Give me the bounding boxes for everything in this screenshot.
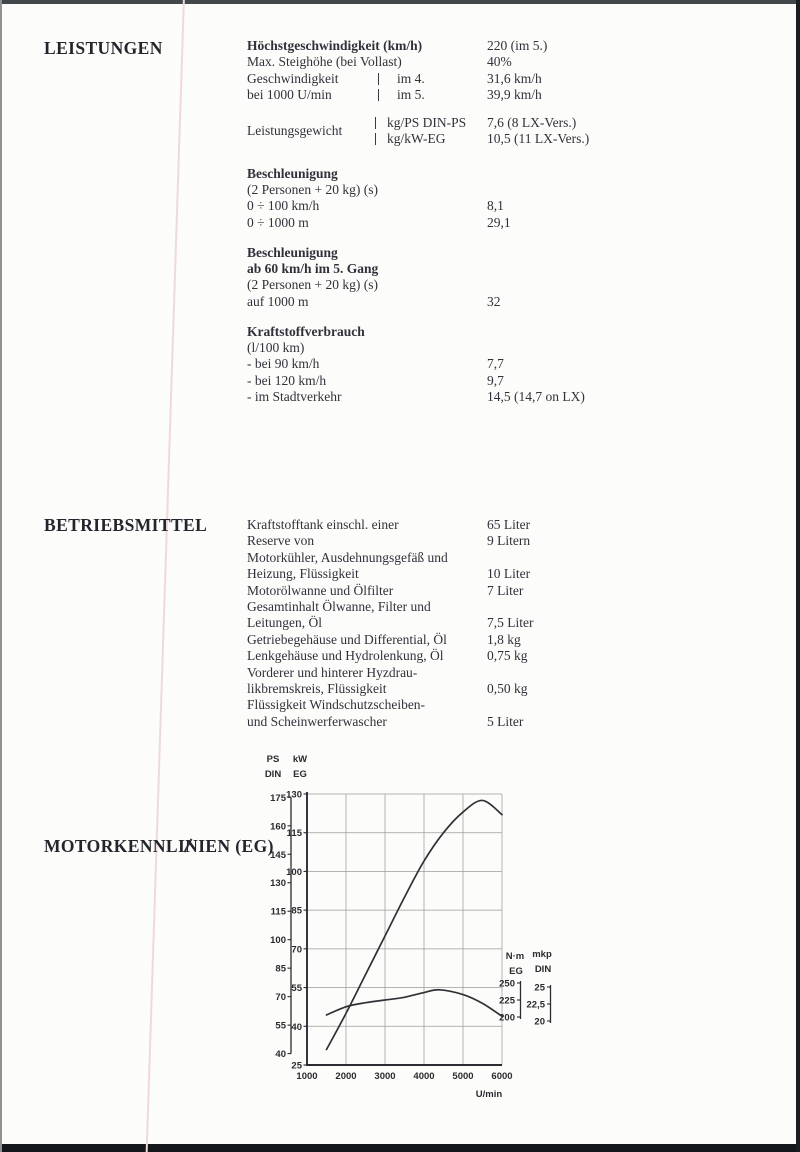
mkp-axis-header: DIN <box>534 964 552 975</box>
rpm-tick-label: 3000 <box>374 1071 396 1082</box>
ps-axis-header: DIN <box>264 769 282 780</box>
spec-label: likbremskreis, Flüssigkeit <box>247 680 387 696</box>
spec-label: bei 1000 U/min <box>247 87 332 103</box>
mkp-tick-label: 25 <box>534 982 545 994</box>
spec-value: 8,1 <box>487 198 504 214</box>
rpm-tick-label: 1000 <box>296 1071 318 1082</box>
rpm-tick-label: 2000 <box>335 1071 357 1082</box>
spec-label: Motorölwanne und Ölfilter <box>247 582 394 598</box>
nm-tick-label: 225 <box>499 995 515 1007</box>
spec-value: 65 Liter <box>487 517 531 532</box>
spec-value: 31,6 km/h <box>487 70 542 86</box>
rpm-tick-label: 6000 <box>491 1071 513 1082</box>
brace-mark <box>378 73 379 85</box>
subsection-title: Beschleunigung <box>247 165 338 181</box>
spec-condition: (2 Personen + 20 kg) (s) <box>247 181 378 197</box>
engine-curves-svg <box>252 748 562 1108</box>
spec-row <box>247 182 792 198</box>
nm-tick-label: 200 <box>499 1012 515 1024</box>
scan-edge-left <box>0 0 2 1152</box>
spec-row <box>247 714 792 730</box>
ps-axis-header: PS <box>266 754 280 765</box>
spec-row <box>247 632 792 648</box>
spec-value: 7,6 (8 LX-Vers.) <box>487 114 577 130</box>
spec-value: 0,50 kg <box>487 680 528 696</box>
scan-edge-right <box>796 0 800 1152</box>
spec-sublabel: kg/PS DIN-PS <box>387 114 467 130</box>
nm-axis-header: N·m <box>505 951 525 962</box>
spec-row <box>247 697 792 713</box>
spec-value: 7,7 <box>487 356 504 372</box>
mkp-tick-label: 20 <box>534 1016 545 1028</box>
fluids-table <box>247 517 792 730</box>
subsection-title: ab 60 km/h im 5. Gang <box>247 261 379 277</box>
spec-label: Höchstgeschwindigkeit (km/h) <box>247 38 423 53</box>
spec-row <box>247 533 792 549</box>
kw-axis-header: EG <box>293 769 307 780</box>
subsection-title: Kraftstoffverbrauch <box>247 323 365 339</box>
rpm-tick-label: 4000 <box>413 1071 435 1082</box>
spec-value: 7,5 Liter <box>487 615 534 631</box>
ps-tick-label: 85 <box>275 963 286 975</box>
spec-label: 0 ÷ 100 km/h <box>247 198 320 214</box>
spec-row <box>247 615 792 631</box>
spec-row <box>247 198 792 214</box>
spec-sublabel: im 5. <box>397 87 425 103</box>
subsection-title: Beschleunigung <box>247 244 338 260</box>
spec-value: 5 Liter <box>487 713 524 729</box>
spec-row <box>247 517 792 533</box>
spec-value: 0,75 kg <box>487 648 528 664</box>
spec-condition: (2 Personen + 20 kg) (s) <box>247 277 378 293</box>
spec-row <box>247 277 792 293</box>
spec-label: Max. Steighöhe (bei Vollast) <box>247 54 402 70</box>
spec-label: - bei 90 km/h <box>247 356 320 372</box>
spec-label: Heizung, Flüssigkeit <box>247 566 359 582</box>
spec-value: 14,5 (14,7 on LX) <box>487 389 585 405</box>
spec-value: 9,7 <box>487 372 504 388</box>
kw-tick-label: 25 <box>291 1060 302 1072</box>
kw-tick-label: 115 <box>286 828 302 840</box>
torque-curve <box>327 990 503 1017</box>
spec-sublabel: im 4. <box>397 70 425 86</box>
x-axis-title: U/min <box>475 1089 503 1100</box>
spec-label: Kraftstofftank einschl. einer <box>247 517 399 532</box>
scan-edge-top <box>0 0 800 4</box>
ps-tick-label: 55 <box>275 1020 286 1032</box>
mkp-tick-label: 22,5 <box>526 999 545 1011</box>
spec-row <box>247 566 792 582</box>
spec-row <box>247 550 792 566</box>
spec-row <box>247 71 792 87</box>
power-to-weight-block <box>247 115 792 148</box>
ps-tick-label: 115 <box>270 906 286 918</box>
spec-value: 220 (im 5.) <box>487 38 548 53</box>
spec-label: Leistungsgewicht <box>247 122 343 138</box>
spec-row <box>247 215 792 231</box>
kw-tick-label: 70 <box>291 944 302 956</box>
nm-axis-header: EG <box>509 966 523 977</box>
spec-label: und Scheinwerferwascher <box>247 713 387 729</box>
spec-label: Motorkühler, Ausdehnungsgefäß und <box>247 549 448 565</box>
page-fold-line <box>145 0 185 1152</box>
kw-tick-label: 40 <box>291 1021 302 1033</box>
spec-row <box>247 294 792 310</box>
performance-table <box>247 38 792 406</box>
spec-value: 29,1 <box>487 214 511 230</box>
ps-tick-label: 160 <box>270 821 286 833</box>
brace-mark <box>375 117 376 129</box>
spec-label: Getriebegehäuse und Differential, Öl <box>247 631 447 647</box>
ps-tick-label: 100 <box>270 935 286 947</box>
spec-value: 10,5 (11 LX-Vers.) <box>487 130 590 146</box>
spec-row <box>247 340 792 356</box>
section-heading-leistungen: LEISTUNGEN <box>44 38 163 58</box>
kw-tick-label: 130 <box>286 789 302 801</box>
spec-row <box>247 38 792 54</box>
engine-curves-chart <box>252 748 562 1108</box>
brace-mark <box>378 89 379 101</box>
spec-label: Flüssigkeit Windschutzscheiben- <box>247 697 426 713</box>
brace-mark <box>375 133 376 145</box>
spec-row <box>247 87 792 103</box>
spec-row <box>247 54 792 70</box>
spec-row <box>247 373 792 389</box>
kw-tick-label: 55 <box>291 983 302 995</box>
spec-value: 10 Liter <box>487 566 531 582</box>
spec-label: 0 ÷ 1000 m <box>247 214 309 230</box>
spec-condition: (l/100 km) <box>247 340 305 356</box>
spec-row <box>247 356 792 372</box>
spec-label: - im Stadtverkehr <box>247 389 342 405</box>
spec-label: Lenkgehäuse und Hydrolenkung, Öl <box>247 648 444 664</box>
ps-tick-label: 40 <box>275 1049 286 1061</box>
ps-tick-label: 175 <box>270 792 286 804</box>
spec-row <box>247 648 792 664</box>
spec-value: 1,8 kg <box>487 631 521 647</box>
spec-value: 40% <box>487 54 512 70</box>
spec-row <box>247 583 792 599</box>
spec-value: 7 Liter <box>487 582 524 598</box>
spec-row <box>247 599 792 615</box>
spec-label: Reserve von <box>247 533 315 549</box>
mkp-axis-header: mkp <box>532 949 552 960</box>
ps-tick-label: 70 <box>275 992 286 1004</box>
kw-tick-label: 100 <box>286 866 302 878</box>
kw-axis-header: kW <box>292 754 308 765</box>
nm-tick-label: 250 <box>499 978 515 990</box>
spec-row <box>247 681 792 697</box>
spec-label: Vorderer und hinterer Hyzdrau- <box>247 664 418 680</box>
spec-row <box>247 665 792 681</box>
spec-label: Gesamtinhalt Ölwanne, Filter und <box>247 598 431 614</box>
spec-value: 39,9 km/h <box>487 87 542 103</box>
spec-label: Leitungen, Öl <box>247 615 322 631</box>
spec-label: Geschwindigkeit <box>247 70 339 86</box>
scan-edge-bottom <box>0 1144 800 1152</box>
section-heading-betriebsmittel: BETRIEBSMITTEL <box>44 515 208 535</box>
spec-label: - bei 120 km/h <box>247 372 327 388</box>
spec-value: 32 <box>487 293 501 309</box>
spec-row <box>247 389 792 405</box>
power-curve <box>327 800 503 1049</box>
kw-tick-label: 85 <box>291 905 302 917</box>
section-heading-motorkennlinien: MOTORKENNLINIEN (EG) <box>44 836 274 856</box>
spec-label: auf 1000 m <box>247 293 309 309</box>
rpm-tick-label: 5000 <box>452 1071 474 1082</box>
spec-value: 9 Litern <box>487 533 531 549</box>
ps-tick-label: 130 <box>270 878 286 890</box>
spec-sublabel: kg/kW-EG <box>387 130 446 146</box>
ps-tick-label: 145 <box>270 849 286 861</box>
